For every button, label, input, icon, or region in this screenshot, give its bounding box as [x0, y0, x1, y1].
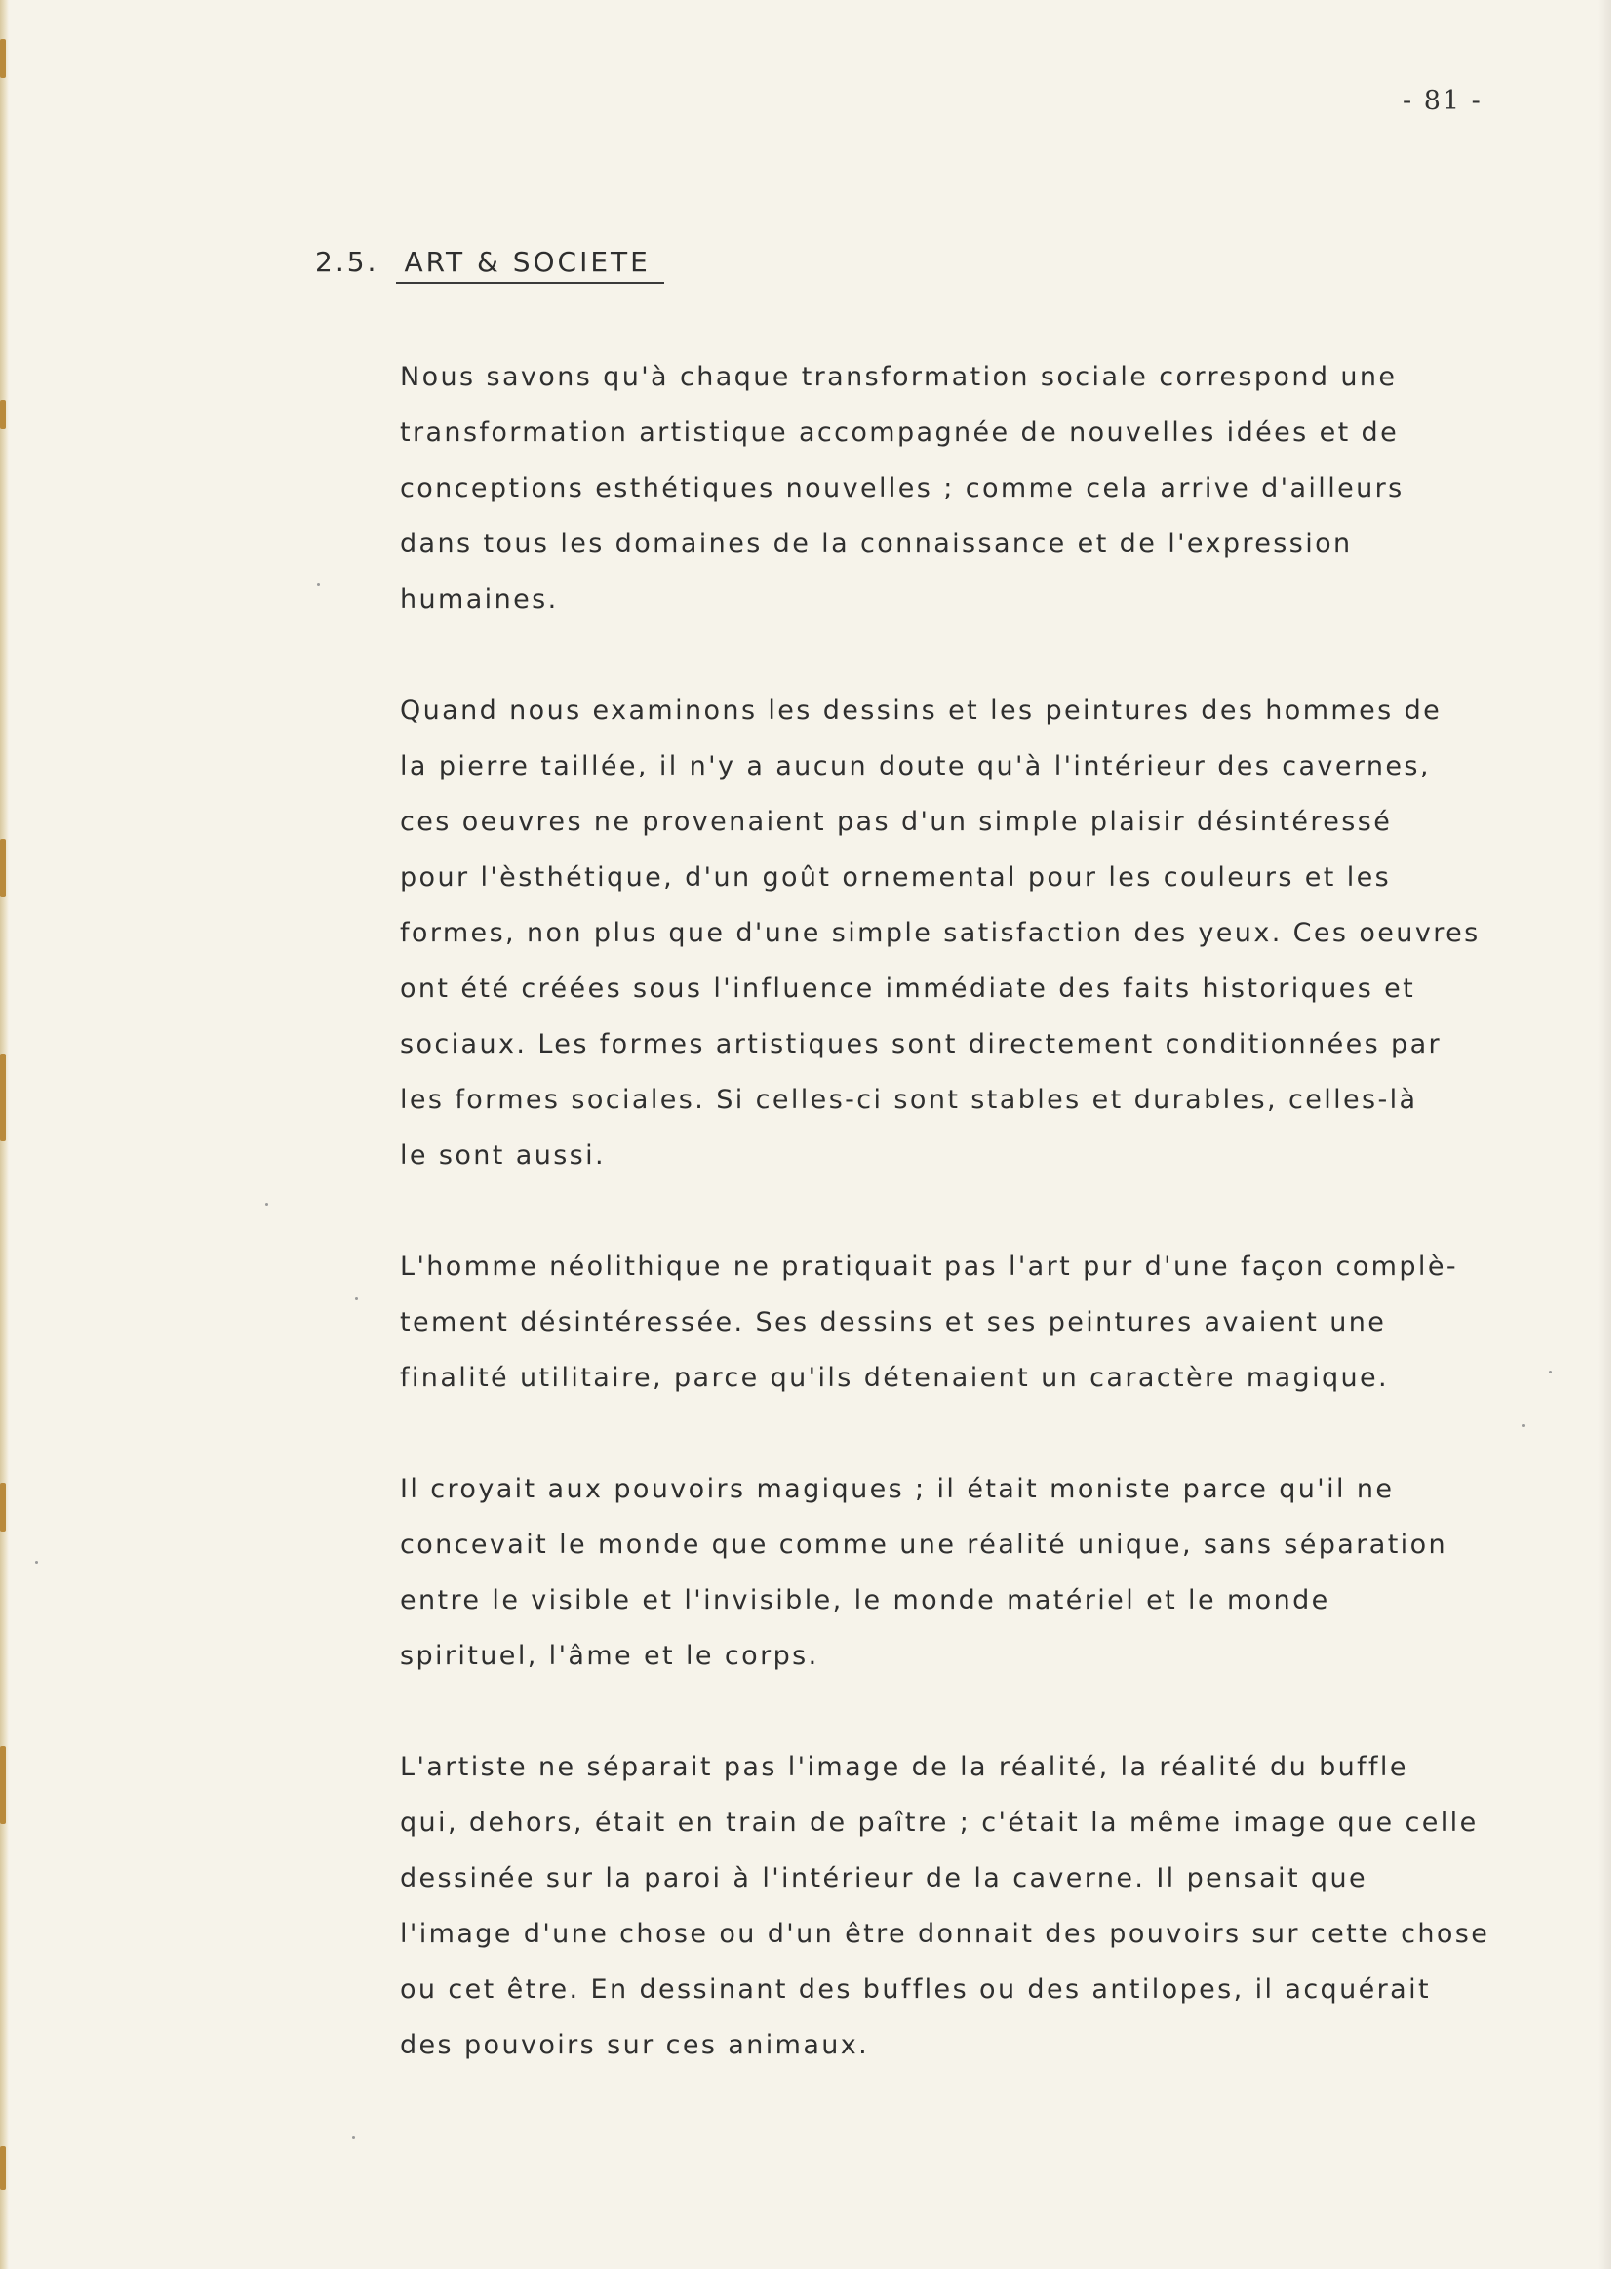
text-line: qui, dehors, était en train de paître ; c'était la même image que celle — [400, 1808, 1479, 1838]
paragraph — [400, 349, 1570, 627]
paper-speck — [317, 583, 320, 586]
paper-speck — [265, 1203, 268, 1206]
paper-speck — [355, 1297, 358, 1300]
text-line: pour l'èsthétique, d'un goût ornemental pour les couleurs et les — [400, 862, 1392, 893]
text-line: ont été créées sous l'influence immédiate des faits historiques et — [400, 974, 1416, 1004]
text-line: le sont aussi. — [400, 1140, 607, 1171]
paper-speck — [1549, 1371, 1552, 1373]
text-line: l'image d'une chose ou d'un être donnait des pouvoirs sur cette chose — [400, 1919, 1490, 1949]
text-line: L'artiste ne séparait pas l'image de la réalité, la réalité du buffle — [400, 1752, 1408, 1782]
text-line: tement désintéressée. Ses dessins et ses peintures avaient une — [400, 1307, 1387, 1337]
text-line: dans tous les domaines de la connaissance et de l'expression — [400, 529, 1353, 559]
text-line: des pouvoirs sur ces animaux. — [400, 2030, 870, 2060]
body-text — [400, 349, 1570, 2129]
binding-mark — [0, 839, 6, 897]
text-line: finalité utilitaire, parce qu'ils détenaient un caractère magique. — [400, 1363, 1390, 1393]
text-line: formes, non plus que d'une simple satisfaction des yeux. Ces oeuvres — [400, 918, 1481, 948]
text-line: ou cet être. En dessinant des buffles ou des antilopes, il acquérait — [400, 1974, 1431, 2005]
text-line: transformation artistique accompagnée de nouvelles idées et de — [400, 418, 1400, 448]
text-line: Quand nous examinons les dessins et les peintures des hommes de — [400, 696, 1443, 726]
text-line: dessinée sur la paroi à l'intérieur de la caverne. Il pensait que — [400, 1863, 1367, 1893]
text-line: L'homme néolithique ne pratiquait pas l'art pur d'une façon complè- — [400, 1252, 1458, 1282]
text-line: les formes sociales. Si celles-ci sont stables et durables, celles-là — [400, 1085, 1418, 1115]
paragraph — [400, 1739, 1570, 2073]
text-line: conceptions esthétiques nouvelles ; comme cela arrive d'ailleurs — [400, 473, 1405, 503]
binding-mark — [0, 400, 6, 429]
text-line: humaines. — [400, 584, 559, 615]
text-line: sociaux. Les formes artistiques sont directement conditionnées par — [400, 1029, 1443, 1059]
text-line: spirituel, l'âme et le corps. — [400, 1641, 819, 1671]
binding-mark — [0, 1746, 6, 1824]
text-line: concevait le monde que comme une réalité unique, sans séparation — [400, 1530, 1448, 1560]
text-line: la pierre taillée, il n'y a aucun doute qu'à l'intérieur des cavernes, — [400, 751, 1431, 781]
text-line: Il croyait aux pouvoirs magiques ; il était moniste parce qu'il ne — [400, 1474, 1395, 1504]
binding-mark — [0, 39, 6, 78]
paper-speck — [35, 1561, 38, 1564]
paragraph — [400, 683, 1570, 1183]
text-line: Nous savons qu'à chaque transformation sociale correspond une — [400, 362, 1398, 392]
section-number: 2.5. — [315, 246, 379, 278]
text-line: ces oeuvres ne provenaient pas d'un simple plaisir désintéressé — [400, 807, 1393, 837]
binding-mark — [0, 1054, 6, 1141]
paragraph — [400, 1239, 1570, 1406]
text-line: entre le visible et l'invisible, le monde matériel et le monde — [400, 1585, 1330, 1615]
binding-mark — [0, 2146, 6, 2190]
section-title: ART & SOCIETE — [396, 246, 663, 284]
section-heading — [315, 246, 664, 284]
paper-speck — [1522, 1424, 1525, 1427]
page-number: - 81 - — [1403, 86, 1483, 116]
binding-mark — [0, 1483, 6, 1532]
paragraph — [400, 1461, 1570, 1684]
paper-speck — [352, 2136, 355, 2139]
page-edge-shadow — [1598, 0, 1611, 2269]
